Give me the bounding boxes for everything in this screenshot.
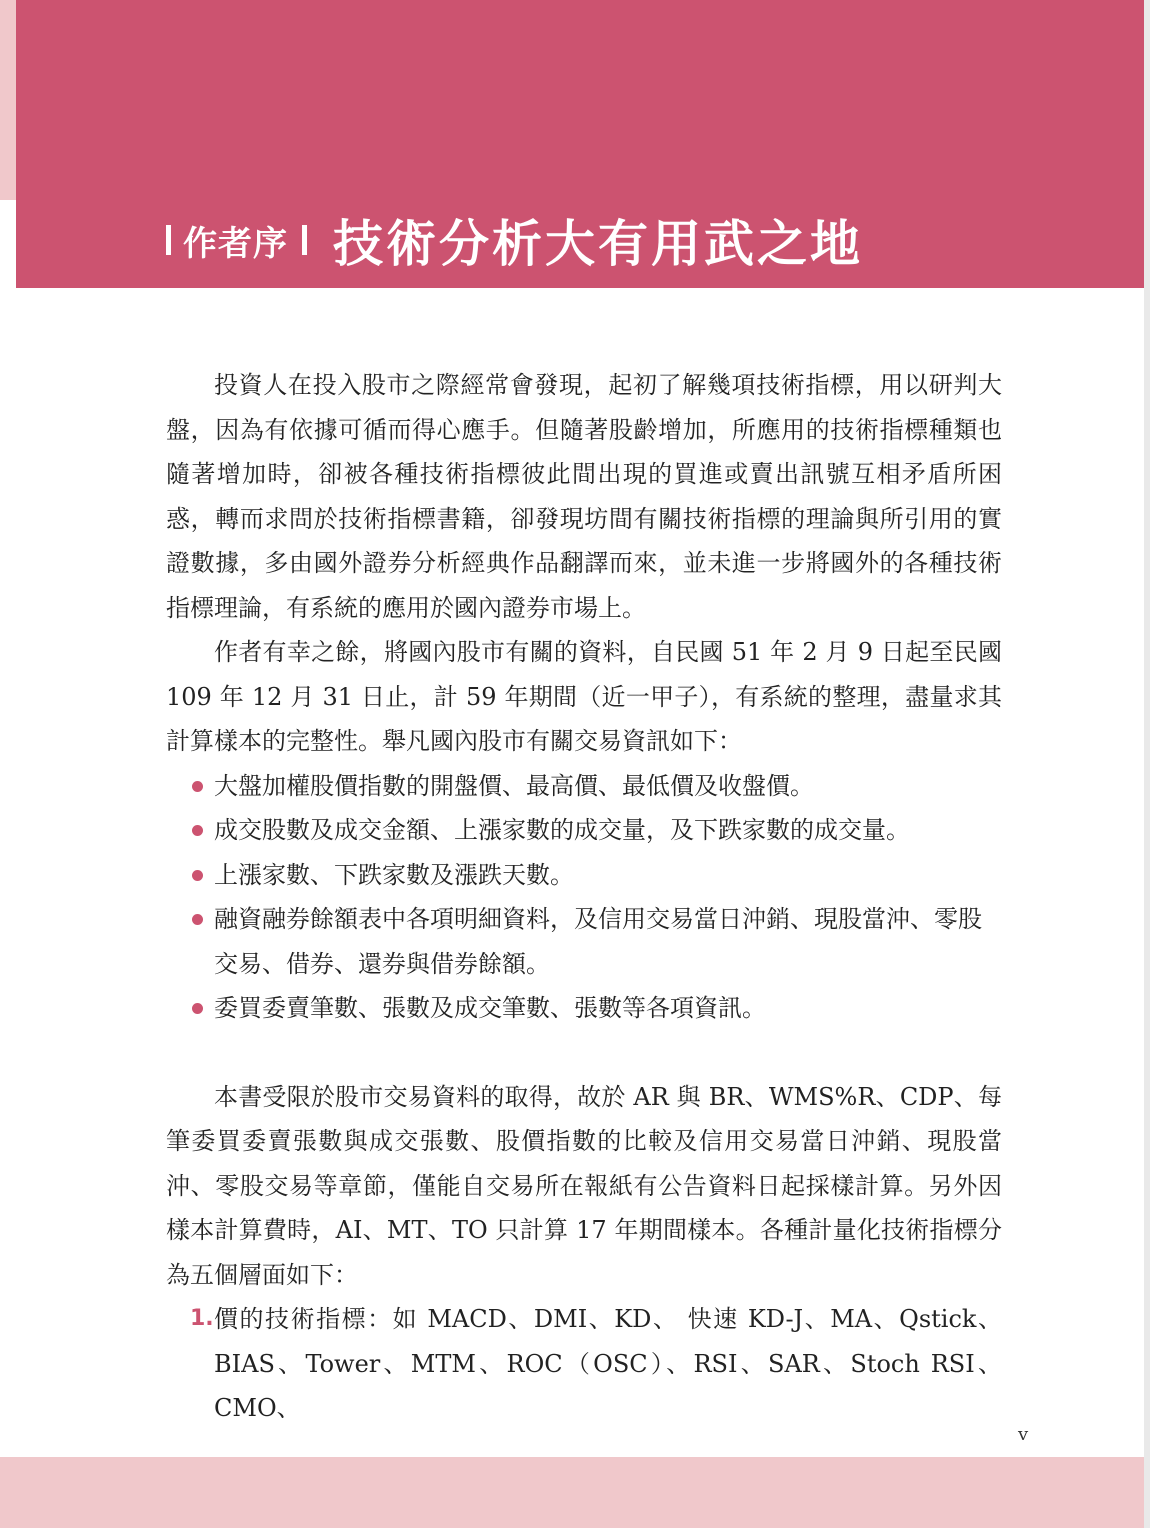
page-title: 技術分析大有用武之地 xyxy=(333,215,863,273)
paragraph-spacer xyxy=(166,1031,1002,1075)
body-text xyxy=(166,363,1002,1431)
page-number: v xyxy=(1018,1424,1029,1445)
right-page-edge xyxy=(1144,0,1150,1528)
list-item-text: 委買委賣筆數、張數及成交筆數、張數等各項資訊。 xyxy=(214,994,766,1022)
numbered-item-text: 價的技術指標：如 MACD、DMI、KD、 快速 KD-J、MA、Qstick、BIAS、Tower、MTM、ROC（OSC）、RSI、SAR、Stoch RSI、CMO、 xyxy=(214,1305,1002,1422)
footer-band xyxy=(0,1457,1144,1528)
paragraph-3: 本書受限於股市交易資料的取得，故於 AR 與 BR、WMS%R、CDP、每筆委買委賣張數與成交張數、股價指數的比較及信用交易當日沖銷、現股當沖、零股交易等章節，僅能自交易所在報紙有公告資料日起採樣計算。另外因樣本計算費時，AI、MT、TO 只計算 17 年期間樣本。各種計量化技術指標分為五個層面如下： xyxy=(166,1082,1002,1289)
list-item-text: 大盤加權股價指數的開盤價、最高價、最低價及收盤價。 xyxy=(214,771,814,800)
paragraph-2: 作者有幸之餘，將國內股市有關的資料，自民國 51 年 2 月 9 日起至民國 109 年 12 月 31 日止，計 59 年期間（近一甲子），有系統的整理，盡量求其計算樣本的完整性。舉凡國內股市有關交易資訊如下： xyxy=(166,638,1002,755)
bullet-dot-icon xyxy=(192,914,203,925)
list-item-text: 融資融券餘額表中各項明細資料，及信用交易當日沖銷、現股當沖、零股交易、借券、還券與借券餘額。 xyxy=(214,905,982,978)
list-item-text: 上漲家數、下跌家數及漲跌天數。 xyxy=(214,860,574,889)
paragraph-1: 投資人在投入股市之際經常會發現，起初了解幾項技術指標，用以研判大盤，因為有依據可循而得心應手。但隨著股齡增加，所應用的技術指標種類也隨著增加時，卻被各種技術指標彼此間出現的買進或賣出訊號互相矛盾所困惑，轉而求問於技術指標書籍，卻發現坊間有關技術指標的理論與所引用的實證數據，多由國外證券分析經典作品翻譯而來，並未進一步將國外的各種技術指標理論，有系統的應用於國內證券市場上。 xyxy=(166,371,1002,622)
list-item xyxy=(166,764,1002,809)
list-item xyxy=(166,808,1002,853)
bullet-dot-icon xyxy=(192,1003,203,1014)
list-item xyxy=(166,986,1002,1031)
title-bar-right xyxy=(302,225,307,255)
list-item xyxy=(166,897,1002,986)
list-item-text: 成交股數及成交金額、上漲家數的成交量，及下跌家數的成交量。 xyxy=(214,816,910,844)
bullet-dot-icon xyxy=(192,781,203,792)
bullet-dot-icon xyxy=(192,825,203,836)
left-page-tab xyxy=(0,0,16,200)
title-bar-left xyxy=(166,225,171,255)
bullet-list xyxy=(166,764,1002,1031)
numbered-item-1 xyxy=(166,1297,1002,1431)
numbered-item-marker: 1. xyxy=(190,1306,214,1331)
header-title xyxy=(166,200,863,280)
bullet-dot-icon xyxy=(192,870,203,881)
list-item xyxy=(166,853,1002,898)
section-label: 作者序 xyxy=(183,223,288,264)
